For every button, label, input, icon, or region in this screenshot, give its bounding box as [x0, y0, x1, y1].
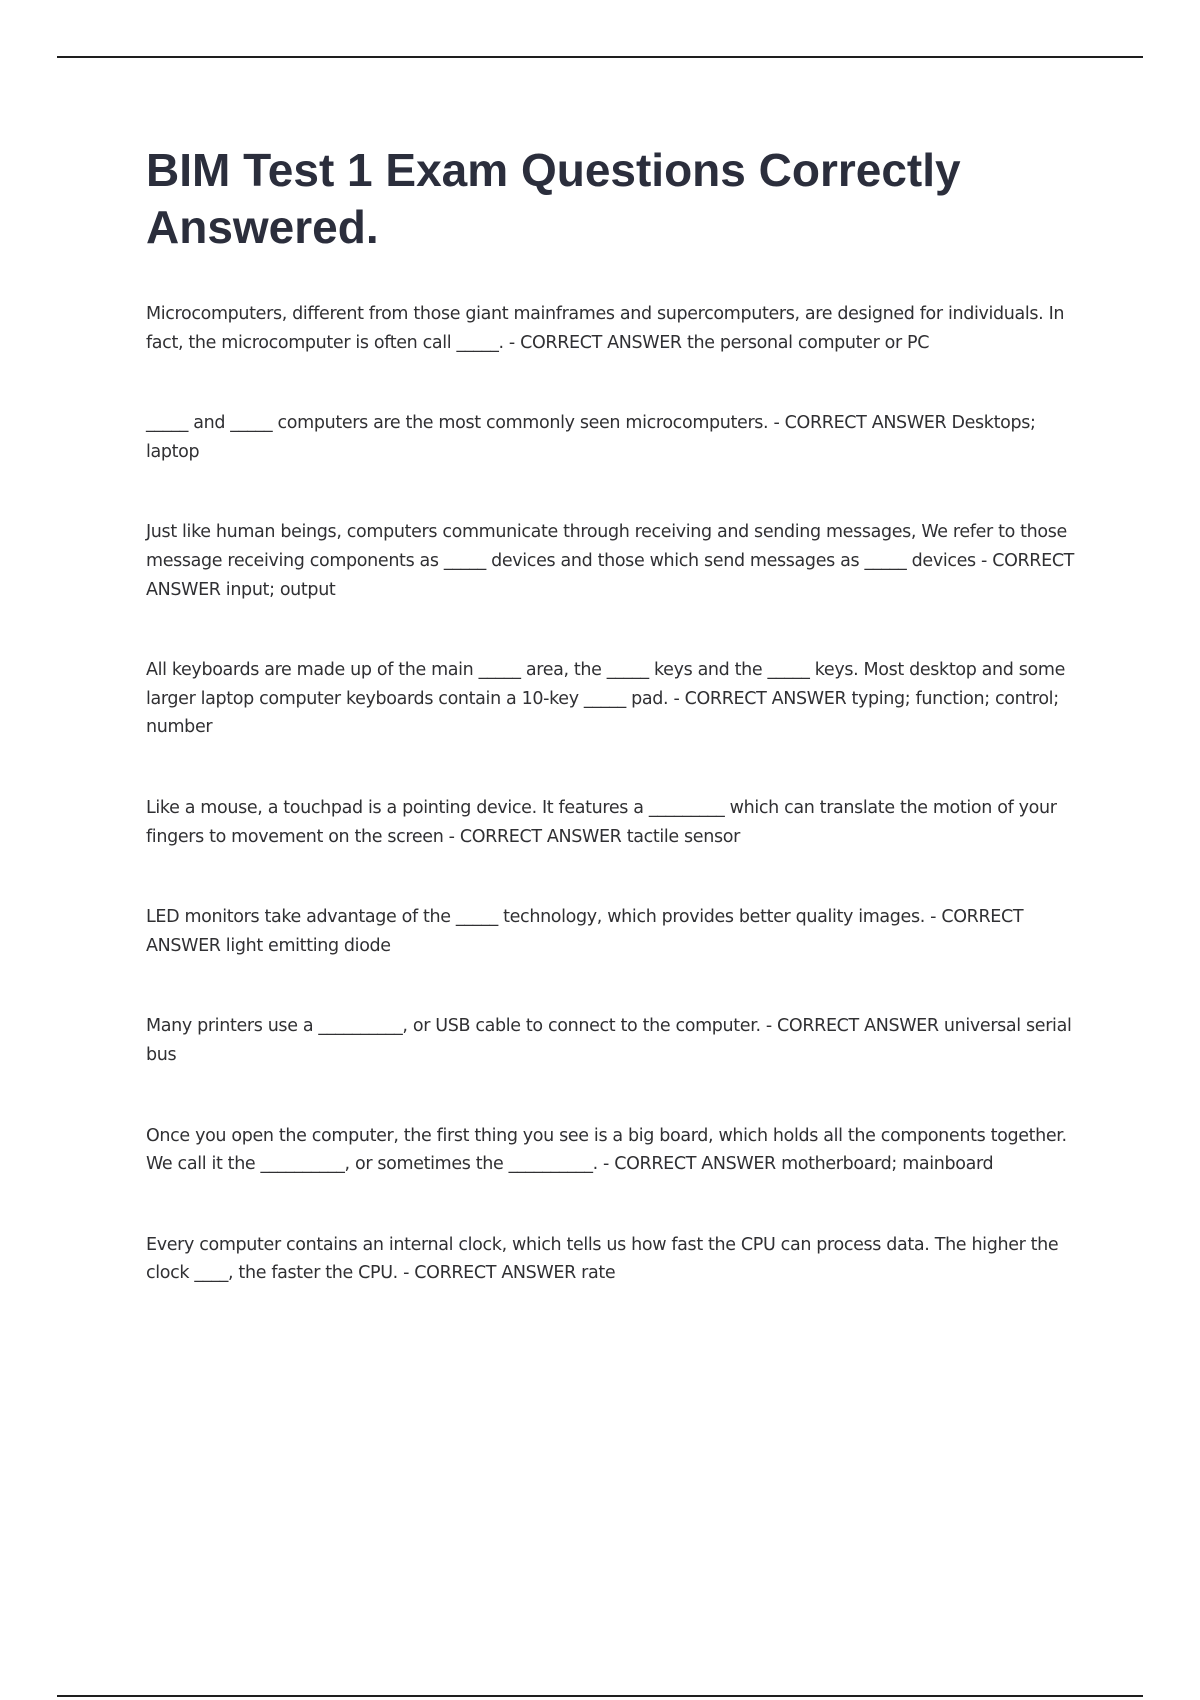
question-text: Microcomputers, different from those giant mainframes and supercomputers, are designed for individuals. In fact, the microcomputer is often call _____. - CORRECT ANSWER the personal computer or PC	[146, 304, 1065, 353]
bottom-rule	[57, 1695, 1143, 1697]
question-text: All keyboards are made up of the main _____ area, the _____ keys and the _____ keys. Most desktop and some larger laptop computer keyboards contain a 10-key _____ pad. - CORRECT ANSWER typing; function; control; number	[146, 660, 1066, 738]
question-item	[146, 794, 1094, 851]
question-item	[146, 656, 1094, 742]
question-text: _____ and _____ computers are the most commonly seen microcomputers. - CORRECT ANSWER Desktops; laptop	[146, 413, 1036, 462]
question-item	[146, 1231, 1094, 1288]
question-text: Every computer contains an internal clock, which tells us how fast the CPU can process data. The higher the clock ____, the faster the CPU. - CORRECT ANSWER rate	[146, 1234, 1059, 1284]
question-text: Just like human beings, computers communicate through receiving and sending messages, We refer to those message receiving components as _____ devices and those which send messages as _____ devices - CORRECT ANSWER input; output	[146, 522, 1075, 600]
question-text: Many printers use a __________, or USB cable to connect to the computer. - CORRECT ANSWER universal serial bus	[146, 1016, 1072, 1065]
question-item	[146, 903, 1094, 960]
page-title: BIM Test 1 Exam Questions Correctly Answered.	[146, 144, 961, 253]
question-text: Once you open the computer, the first thing you see is a big board, which holds all the components together. We call it the __________, or sometimes the __________. - CORRECT ANSWER motherboard; mainboard	[146, 1125, 1067, 1175]
question-item	[146, 1012, 1094, 1069]
question-item	[146, 1122, 1094, 1179]
question-list	[146, 300, 1094, 1340]
question-text: Like a mouse, a touchpad is a pointing device. It features a _________ which can translate the motion of your fingers to movement on the screen - CORRECT ANSWER tactile sensor	[146, 797, 1057, 847]
question-item	[146, 300, 1094, 357]
question-item	[146, 518, 1094, 604]
question-text: LED monitors take advantage of the _____ technology, which provides better quality images. - CORRECT ANSWER light emitting diode	[146, 907, 1024, 956]
question-item	[146, 409, 1094, 466]
top-rule	[57, 56, 1143, 58]
